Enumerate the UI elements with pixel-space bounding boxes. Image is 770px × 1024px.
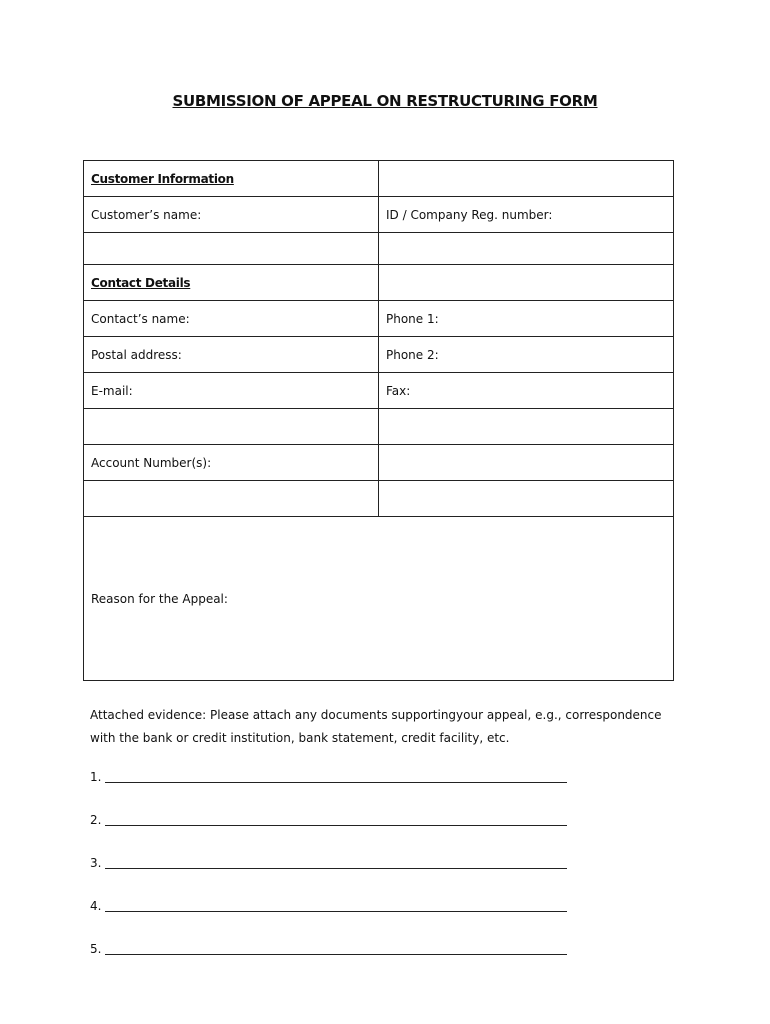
list-number: 2. [90, 813, 102, 827]
phone1-field[interactable]: Phone 1: [379, 301, 674, 337]
evidence-blank-line[interactable] [105, 942, 567, 955]
fax-field[interactable]: Fax: [379, 373, 674, 409]
empty-cell[interactable] [379, 481, 674, 517]
table-row [84, 337, 674, 373]
empty-cell[interactable] [379, 445, 674, 481]
attached-evidence-text: Attached evidence: Please attach any documents supportingyour appeal, e.g., correspondence with the bank or credit institution, bank statement, credit facility, etc. [90, 708, 662, 745]
table-row [84, 233, 674, 265]
table-row [84, 197, 674, 233]
evidence-blank-line[interactable] [105, 899, 567, 912]
table-row [84, 445, 674, 481]
table-row [84, 517, 674, 681]
evidence-blank-line[interactable] [105, 770, 567, 783]
account-numbers-field[interactable]: Account Number(s): [84, 445, 379, 481]
customers-name-field[interactable]: Customer’s name: [84, 197, 379, 233]
section-customer-information: Customer Information [84, 161, 379, 197]
list-item [90, 813, 590, 856]
list-item [90, 770, 590, 813]
empty-cell[interactable] [84, 481, 379, 517]
table-row [84, 409, 674, 445]
table-row [84, 301, 674, 337]
phone2-field[interactable]: Phone 2: [379, 337, 674, 373]
empty-cell[interactable] [379, 409, 674, 445]
table-row [84, 373, 674, 409]
evidence-blank-line[interactable] [105, 856, 567, 869]
email-field[interactable]: E-mail: [84, 373, 379, 409]
empty-cell[interactable] [84, 409, 379, 445]
section-contact-details: Contact Details [84, 265, 379, 301]
evidence-blank-line[interactable] [105, 813, 567, 826]
list-item [90, 942, 590, 985]
table-row [84, 481, 674, 517]
reason-for-appeal-field[interactable]: Reason for the Appeal: [84, 517, 674, 681]
list-number: 3. [90, 856, 102, 870]
list-item [90, 899, 590, 942]
empty-cell[interactable] [379, 233, 674, 265]
list-item [90, 856, 590, 899]
list-number: 5. [90, 942, 102, 956]
empty-cell[interactable] [379, 265, 674, 301]
list-number: 1. [90, 770, 102, 784]
empty-cell[interactable] [379, 161, 674, 197]
evidence-list [90, 770, 590, 985]
appeal-form-table [83, 160, 674, 681]
table-row [84, 265, 674, 301]
id-company-reg-field[interactable]: ID / Company Reg. number: [379, 197, 674, 233]
list-number: 4. [90, 899, 102, 913]
empty-cell[interactable] [84, 233, 379, 265]
table-row [84, 161, 674, 197]
contacts-name-field[interactable]: Contact’s name: [84, 301, 379, 337]
postal-address-field[interactable]: Postal address: [84, 337, 379, 373]
form-title: SUBMISSION OF APPEAL ON RESTRUCTURING FORM [172, 92, 598, 110]
